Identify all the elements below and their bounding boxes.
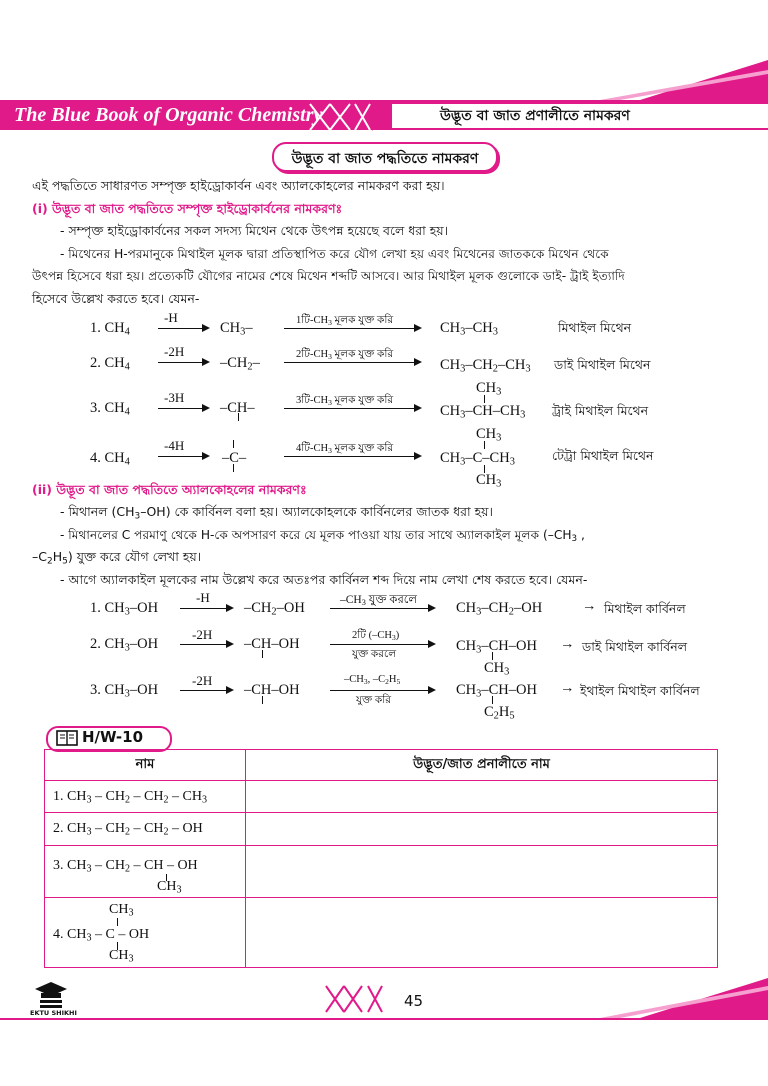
alcohol-3-name: ইথাইল মিথাইল কার্বিনল xyxy=(580,683,700,698)
alcohol-3-arrow-a xyxy=(180,690,232,691)
alcohol-2-arrow-a xyxy=(180,644,232,645)
alcohol-3-product: $CH_3-CH-OH$ xyxy=(456,682,537,700)
reaction-3-reactant: 3. $CH_4$ xyxy=(90,400,130,418)
alcohol-3-arrow-c: → xyxy=(560,680,575,696)
alcohol-2-arrow-c: → xyxy=(560,636,575,652)
part1-line1: - সম্পৃক্ত হাইড্রোকার্বনের সকল সদস্য মিথেন থেকে উৎপন্ন হয়েছে বলে ধরা হয়। xyxy=(60,223,449,238)
graduation-cap-logo-icon xyxy=(34,980,68,1010)
alcohol-2-reagent: 2টি $(-CH_3)$ xyxy=(352,630,400,642)
section-title: উদ্ভূত বা জাত পদ্ধতিতে নামকরণ xyxy=(291,151,479,167)
reaction-3-product: $CH_3-CH-CH_3$ xyxy=(440,403,526,421)
reaction-2-arrow-a xyxy=(158,362,208,363)
reaction-4-intermediate: –C– xyxy=(222,450,247,466)
footer-line xyxy=(0,1018,768,1020)
part2-line2b: $-C_2H_5$) যুক্ত করে যৌগ লেখা হয়। xyxy=(32,549,202,567)
header-pattern-icon xyxy=(300,100,392,136)
reaction-4-removal: -4H xyxy=(164,438,185,453)
alcohol-1-arrow-c: → xyxy=(582,598,597,614)
alcohol-3-reactant: 3. $CH_3-OH$ xyxy=(90,682,159,700)
homework-table xyxy=(44,749,718,968)
alcohol-3-arrow-b xyxy=(330,690,434,691)
reaction-3-bond-down xyxy=(238,413,239,421)
row-3-formula: 3. $CH_3 - CH_2$ – CH – OH $CH_3$ xyxy=(45,846,246,898)
logo-text: EKTU SHIKHI xyxy=(30,1009,77,1017)
row-4-formula: $CH_3$ 4. $CH_3$ – C – OH $CH_3$ xyxy=(45,898,246,968)
alcohol-1-name: মিথাইল কার্বিনল xyxy=(604,601,686,616)
table-row xyxy=(45,813,718,846)
reaction-4-name: টেট্রা মিথাইল মিথেন xyxy=(552,448,654,463)
table-row xyxy=(45,898,718,968)
alcohol-1-reagent: $-CH_3$ যুক্ত করলে xyxy=(340,594,417,608)
book-icon xyxy=(56,729,78,747)
reaction-4-arrow-a xyxy=(158,456,208,457)
row-2-formula: 2. $CH_3 - CH_2 - CH_2$ – OH xyxy=(45,813,246,846)
row-1-answer[interactable] xyxy=(246,781,718,813)
alcohol-3-removal: -2H xyxy=(192,673,213,688)
alcohol-1-reactant: 1. $CH_3-OH$ xyxy=(90,600,159,618)
reaction-2-intermediate: $-CH_2-$ xyxy=(220,355,260,373)
reaction-4-bond-down xyxy=(233,464,234,472)
alcohol-2-name: ডাই মিথাইল কার্বিনল xyxy=(582,639,688,654)
reaction-4-bond-top xyxy=(484,441,485,449)
alcohol-3-intermediate: –CH–OH xyxy=(244,682,300,698)
header-underline xyxy=(392,128,768,130)
alcohol-1-intermediate: $-CH_2-OH$ xyxy=(244,600,305,618)
reaction-2-removal: -2H xyxy=(164,344,185,359)
alcohol-1-product: $CH_3-CH_2-OH$ xyxy=(456,600,543,618)
alcohol-2-removal: -2H xyxy=(192,627,213,642)
row-2-answer[interactable] xyxy=(246,813,718,846)
reaction-4-reactant: 4. $CH_4$ xyxy=(90,450,130,468)
part2-heading: (ii) উদ্ভূত বা জাত পদ্ধতিতে অ্যালকোহলের নামকরণঃ xyxy=(32,482,307,497)
part1-line2c: হিসেবে উল্লেখ করতে হবে। যেমন- xyxy=(32,291,200,306)
reaction-2-reagent: $2টি-CH_3$ মূলক যুক্ত করি xyxy=(296,349,394,361)
reaction-3-reagent: $3টি-CH_3$ মূলক যুক্ত করি xyxy=(296,395,394,407)
table-row xyxy=(45,846,718,898)
reaction-1-intermediate: $CH_3-$ xyxy=(220,320,253,338)
table-header-row xyxy=(45,750,718,781)
alcohol-3-branch: $C_2H_5$ xyxy=(484,704,515,722)
part2-line2a: - মিথানলের C পরমাণু থেকে H-কে অপসারণ করে যে মূলক পাওয়া যায় তার সাথে অ্যালকাইল মূলক ($-CH_3$ , xyxy=(60,528,585,545)
row-3-answer[interactable] xyxy=(246,846,718,898)
alcohol-1-arrow-b xyxy=(330,608,434,609)
alcohol-3-reagent-line2: যুক্ত করি xyxy=(356,695,391,706)
part2-line3: - আগে অ্যালকাইল মূলকের নাম উল্লেখ করে অতঃপর কার্বিনল শব্দ দিয়ে নাম লেখা শেষ করতে হবে। যেমন- xyxy=(60,572,588,587)
header-corner-decoration xyxy=(560,60,768,100)
alcohol-2-reagent-line2: যুক্ত করলে xyxy=(352,649,397,660)
book-title: The Blue Book of Organic Chemistry xyxy=(14,104,323,126)
reaction-3-name: ট্রাই মিথাইল মিথেন xyxy=(552,403,649,418)
reaction-4-reagent: $4টি-CH_3$ মূলক যুক্ত করি xyxy=(296,443,394,455)
intro-text: এই পদ্ধতিতে সাধারণত সম্পৃক্ত হাইড্রোকার্বন এবং অ্যালকোহলের নামকরণ করা হয়। xyxy=(32,178,445,193)
col-header-name: নাম xyxy=(45,750,246,781)
page-number: 45 xyxy=(404,992,424,1010)
col-header-derived-name: উদ্ভূত/জাত প্রনালীতে নাম xyxy=(246,750,718,781)
reaction-1-arrow-a xyxy=(158,328,208,329)
table-row xyxy=(45,781,718,813)
footer-corner-decoration xyxy=(560,978,768,1018)
row-4-answer[interactable] xyxy=(246,898,718,968)
reaction-3-arrow-a xyxy=(158,408,208,409)
alcohol-2-arrow-b xyxy=(330,644,434,645)
reaction-3-bond-up xyxy=(484,395,485,403)
alcohol-2-reactant: 2. $CH_3-OH$ xyxy=(90,636,159,654)
alcohol-1-removal: -H xyxy=(196,590,210,605)
alcohol-1-arrow-a xyxy=(180,608,232,609)
reaction-2-arrow-b xyxy=(284,362,420,363)
reaction-1-reagent: $1টি-CH_3$ মূলক যুক্ত করি xyxy=(296,315,394,327)
footer-pattern-icon xyxy=(318,982,398,1016)
reaction-1-arrow-b xyxy=(284,328,420,329)
homework-label: H/W-10 xyxy=(82,728,144,746)
reaction-3-arrow-b xyxy=(284,408,420,409)
alcohol-3-reagent: $-CH_3$, $-C_2H_5$ xyxy=(344,674,401,686)
alcohol-3-bond-bottom xyxy=(492,696,493,704)
reaction-4-bond-up xyxy=(233,440,234,448)
alcohol-2-branch: $CH_3$ xyxy=(484,660,510,678)
alcohol-3-bond-down xyxy=(262,696,263,704)
reaction-3-removal: -3H xyxy=(164,390,185,405)
part1-heading: (i) উদ্ভূত বা জাত পদ্ধতিতে সম্পৃক্ত হাইড্রোকার্বনের নামকরণঃ xyxy=(32,201,343,216)
reaction-4-branch-top: $CH_3$ xyxy=(476,426,502,444)
row-1-formula: 1. $CH_3 - CH_2 - CH_2 - CH_3$ xyxy=(45,781,246,813)
reaction-4-branch-bottom: $CH_3$ xyxy=(476,472,502,490)
reaction-2-name: ডাই মিথাইল মিথেন xyxy=(554,357,651,372)
reaction-3-intermediate: –CH– xyxy=(220,400,255,416)
part2-line1: - মিথানল $(CH_3-OH)$ কে কার্বিনল বলা হয়। অ্যালকোহলকে কার্বিনলের জাতক ধরা হয়। xyxy=(60,504,493,522)
reaction-3-branch: $CH_3$ xyxy=(476,380,502,398)
reaction-4-product: $CH_3-C-CH_3$ xyxy=(440,450,515,468)
alcohol-2-product: $CH_3-CH-OH$ xyxy=(456,638,537,656)
reaction-1-name: মিথাইল মিথেন xyxy=(558,320,632,335)
alcohol-2-intermediate: –CH–OH xyxy=(244,636,300,652)
part1-line2b: উৎপন্ন হিসেবে ধরা হয়। প্রত্যেকটি যৌগের নামের শেষে মিথেন শব্দটি আসবে। আর মিথাইল মূলক গুলোকে ডাই- ট্রাই ইত্যাদি xyxy=(32,269,625,283)
part1-line2a: - মিথেনের H-পরমানুকে মিথাইল মূলক দ্বারা প্রতিস্থাপিত করে যৌগ লেখা হয় এবং মিথেনের জাতককে মিথেন থেকে xyxy=(60,247,609,261)
reaction-2-product: $CH_3-CH_2-CH_3$ xyxy=(440,357,531,375)
reaction-1-product: $CH_3-CH_3$ xyxy=(440,320,498,338)
reaction-1-removal: -H xyxy=(164,310,178,325)
alcohol-2-bond-bottom xyxy=(492,652,493,660)
reaction-4-arrow-b xyxy=(284,456,420,457)
alcohol-2-bond-down xyxy=(262,650,263,658)
chapter-title: উদ্ভূত বা জাত প্রণালীতে নামকরণ xyxy=(440,108,630,124)
reaction-1-reactant: 1. $CH_4$ xyxy=(90,320,130,338)
reaction-2-reactant: 2. $CH_4$ xyxy=(90,355,130,373)
